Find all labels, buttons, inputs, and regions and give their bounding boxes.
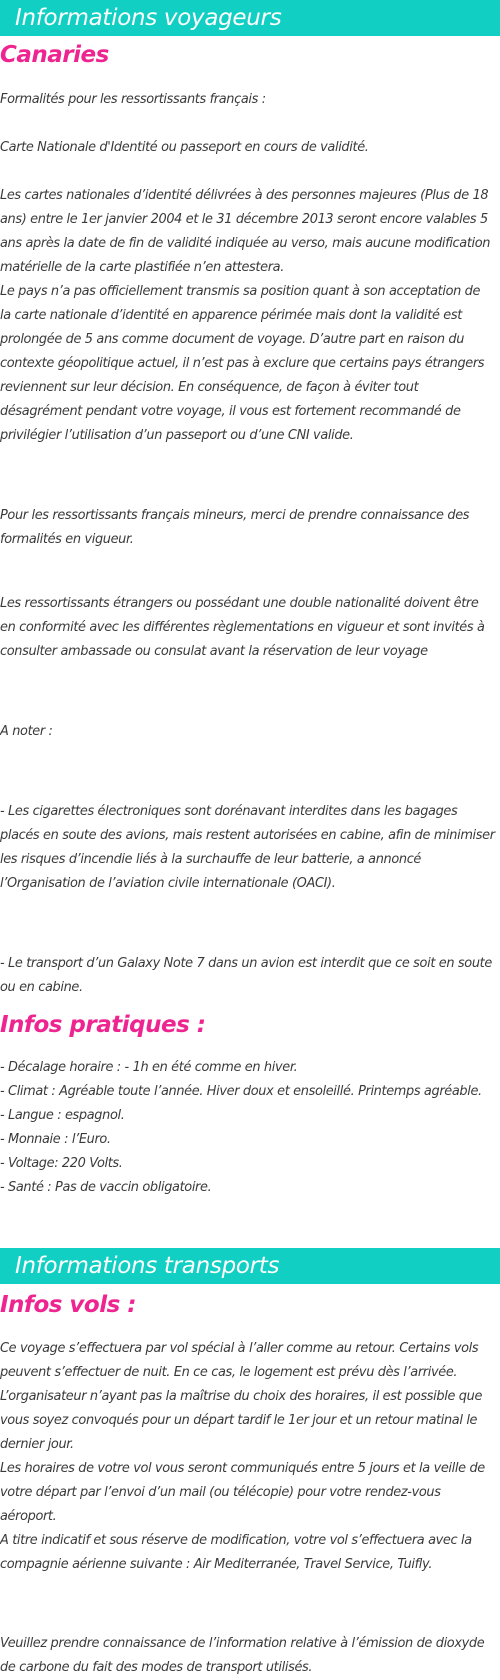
infos-vols-heading: Infos vols : xyxy=(0,1292,137,1318)
paragraph-line: de carbone du fait des modes de transport utilisés. xyxy=(0,1660,313,1675)
paragraph-line: Pour les ressortissants français mineurs, merci de prendre connaissance des xyxy=(0,508,470,523)
paragraph-line: dernier jour. xyxy=(0,1437,74,1452)
paragraph-line: A titre indicatif et sous réserve de modification, votre vol s’effectuera avec la xyxy=(0,1533,472,1548)
paragraph-line: L’organisateur n’ayant pas la maîtrise du choix des horaires, il est possible que xyxy=(0,1389,483,1404)
destination-heading: Canaries xyxy=(0,42,109,68)
transports-banner xyxy=(0,1248,500,1284)
formalites-intro: Formalités pour les ressortissants français : xyxy=(0,92,266,107)
infos-pratiques-list xyxy=(0,1056,500,1200)
list-item: - Langue : espagnol. xyxy=(0,1108,125,1123)
paragraph-line: contexte géopolitique actuel, il n’est pas à exclure que certains pays étrangers xyxy=(0,356,485,371)
co2-paragraph xyxy=(0,1632,500,1680)
paragraph-line: en conformité avec les différentes règlementations en vigueur et sont invités à xyxy=(0,620,485,635)
galaxy-paragraph xyxy=(0,952,500,1000)
paragraph-line: Le pays n’a pas officiellement transmis sa position quant à son acceptation de xyxy=(0,284,481,299)
paragraph-line: ans) entre le 1er janvier 2004 et le 31 décembre 2013 seront encore valables 5 xyxy=(0,212,488,227)
paragraph-line: Les ressortissants étrangers ou possédant une double nationalité doivent être xyxy=(0,596,479,611)
list-item: - Santé : Pas de vaccin obligatoire. xyxy=(0,1180,212,1195)
paragraph-line: reviennent sur leur décision. En conséquence, de façon à éviter tout xyxy=(0,380,419,395)
paragraph-line: - Les cigarettes électroniques sont dorénavant interdites dans les bagages xyxy=(0,804,458,819)
paragraph-line: - Le transport d’un Galaxy Note 7 dans un avion est interdit que ce soit en soute xyxy=(0,956,492,971)
mineurs-paragraph xyxy=(0,504,500,552)
paragraph-line: désagrément pendant votre voyage, il vous est fortement recommandé de xyxy=(0,404,461,419)
paragraph-line: privilégier l’utilisation d’un passeport ou d’une CNI valide. xyxy=(0,428,354,443)
paragraph-line: Les horaires de votre vol vous seront communiqués entre 5 jours et la veille de xyxy=(0,1461,485,1476)
a-noter-label: A noter : xyxy=(0,724,53,739)
paragraph-line: compagnie aérienne suivante : Air Mediterranée, Travel Service, Tuifly. xyxy=(0,1557,433,1572)
paragraph-line: ou en cabine. xyxy=(0,980,83,995)
voyageurs-banner xyxy=(0,0,500,36)
etrangers-paragraph xyxy=(0,592,500,664)
paragraph-line: consulter ambassade ou consulat avant la réservation de leur voyage xyxy=(0,644,428,659)
paragraph-line: prolongée de 5 ans comme document de voyage. D’autre part en raison du xyxy=(0,332,465,347)
carte-identite-text: Carte Nationale d'Identité ou passeport en cours de validité. xyxy=(0,140,369,155)
cni-paragraph xyxy=(0,184,500,448)
paragraph-line: Veuillez prendre connaissance de l’information relative à l’émission de dioxyde xyxy=(0,1636,485,1651)
list-item: - Climat : Agréable toute l’année. Hiver doux et ensoleillé. Printemps agréable. xyxy=(0,1084,482,1099)
cigarettes-paragraph xyxy=(0,800,500,896)
list-item: - Monnaie : l’Euro. xyxy=(0,1132,111,1147)
paragraph-line: l’Organisation de l’aviation civile internationale (OACI). xyxy=(0,876,336,891)
list-item: - Décalage horaire : - 1h en été comme en hiver. xyxy=(0,1060,298,1075)
paragraph-line: votre départ par l’envoi d’un mail (ou télécopie) pour votre rendez-vous xyxy=(0,1485,441,1500)
paragraph-line: vous soyez convoqués pour un départ tardif le 1er jour et un retour matinal le xyxy=(0,1413,478,1428)
infos-pratiques-heading: Infos pratiques : xyxy=(0,1012,206,1038)
paragraph-line: peuvent s’effectuer de nuit. En ce cas, le logement est prévu dès l’arrivée. xyxy=(0,1365,458,1380)
paragraph-line: formalités en vigueur. xyxy=(0,532,134,547)
paragraph-line: matérielle de la carte plastifiée n’en attestera. xyxy=(0,260,284,275)
vols-paragraph xyxy=(0,1337,500,1577)
paragraph-line: aéroport. xyxy=(0,1509,57,1524)
paragraph-line: Les cartes nationales d’identité délivrées à des personnes majeures (Plus de 18 xyxy=(0,188,489,203)
list-item: - Voltage: 220 Volts. xyxy=(0,1156,123,1171)
paragraph-line: la carte nationale d’identité en apparence périmée mais dont la validité est xyxy=(0,308,462,323)
transports-banner-title: Informations transports xyxy=(15,1253,280,1279)
paragraph-line: Ce voyage s’effectuera par vol spécial à l’aller comme au retour. Certains vols xyxy=(0,1341,479,1356)
voyageurs-banner-title: Informations voyageurs xyxy=(15,5,282,31)
paragraph-line: ans après la date de fin de validité indiquée au verso, mais aucune modification xyxy=(0,236,491,251)
paragraph-line: placés en soute des avions, mais restent autorisées en cabine, afin de minimiser xyxy=(0,828,495,843)
paragraph-line: les risques d’incendie liés à la surchauffe de leur batterie, a annoncé xyxy=(0,852,422,867)
